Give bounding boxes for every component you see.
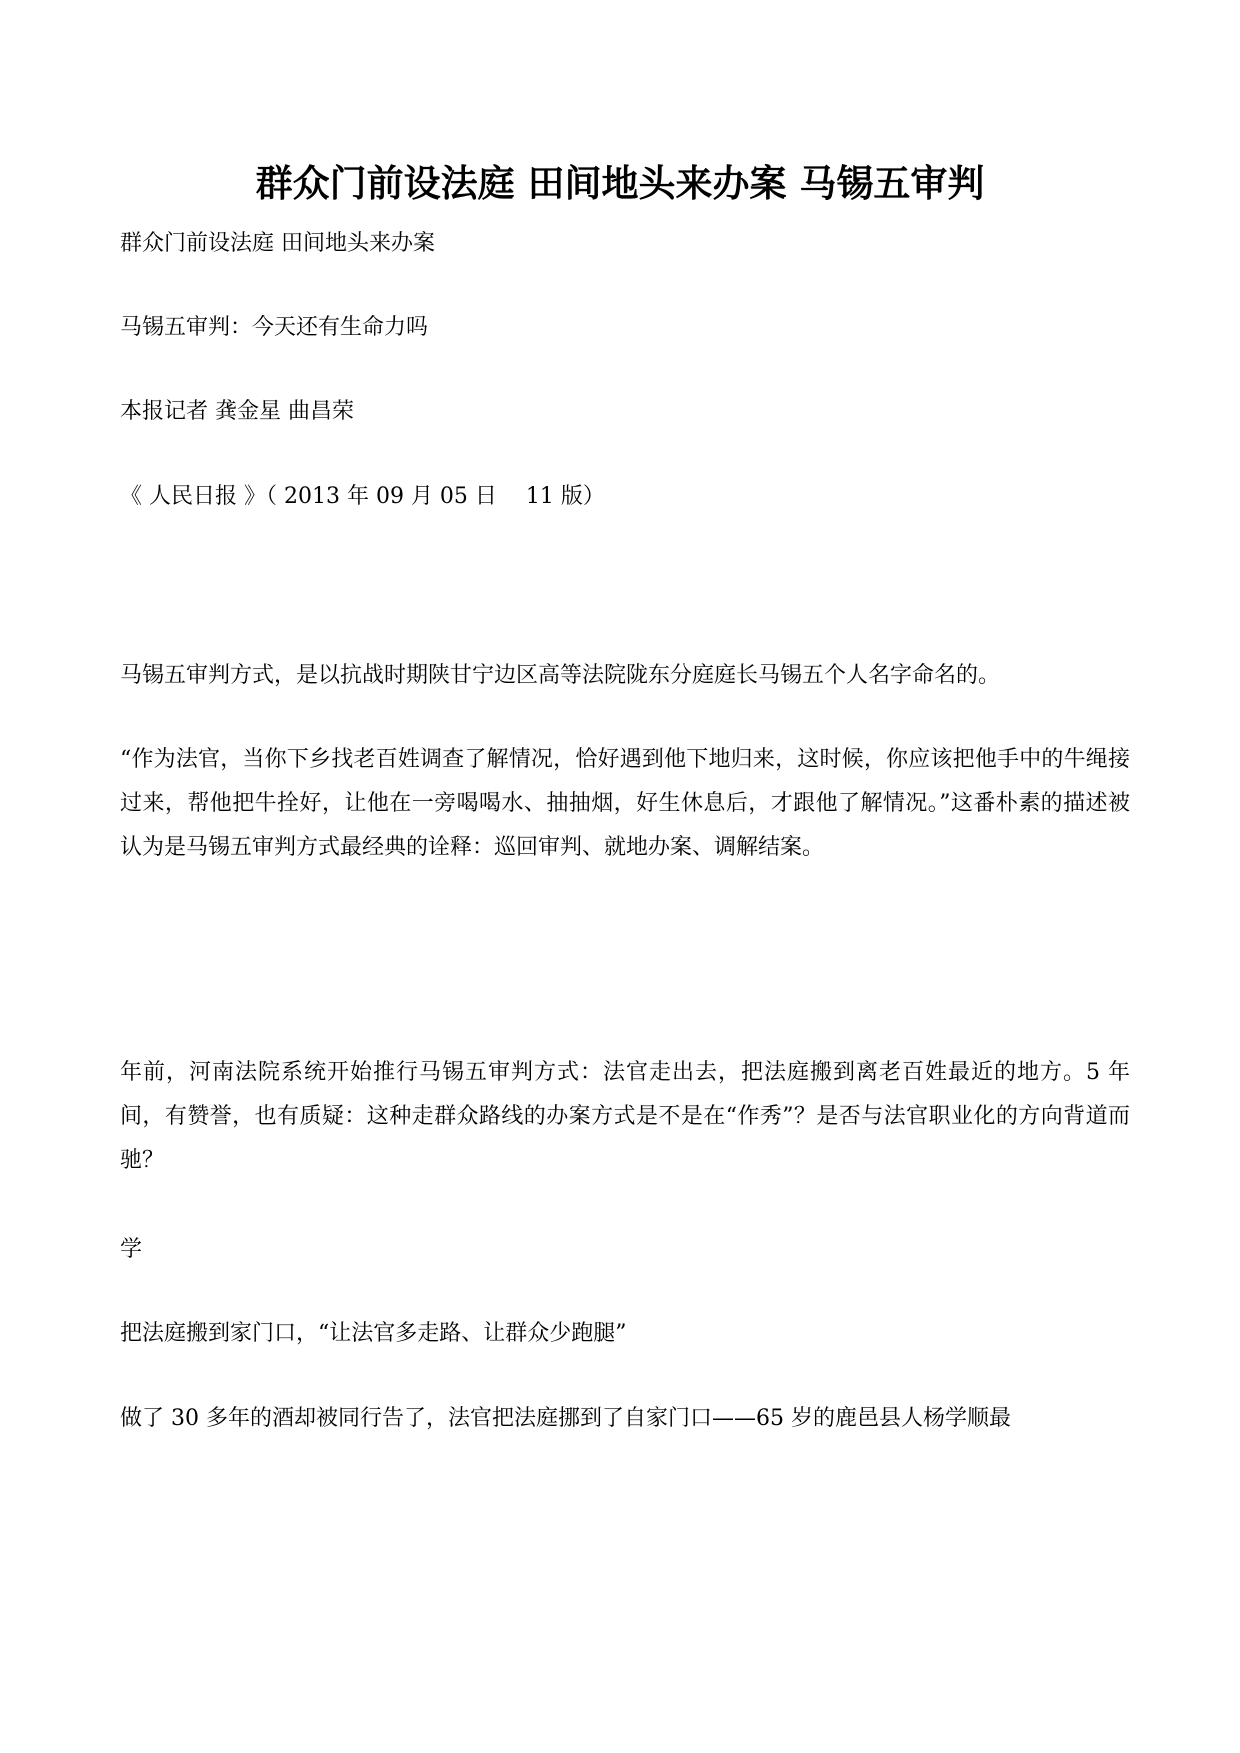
paragraph-5: 做了 30 多年的酒却被同行告了，法官把法庭挪到了自家门口——65 岁的鹿邑县人杨学顺最: [120, 1406, 1011, 1431]
paragraph-3: 年前，河南法院系统开始推行马锡五审判方式：法官走出去，把法庭搬到离老百姓最近的地方。5 年间，有赞誉，也有质疑：这种走群众路线的办案方式是不是在“作秀”？是否与法官职业化的方向背道而驰？: [120, 1060, 1130, 1173]
paragraph-4: 学: [120, 1237, 143, 1262]
source-line: 《 人民日报 》（ 2013 年 09 月 05 日 11 版）: [120, 484, 605, 509]
paragraph-1: 马锡五审判方式，是以抗战时期陕甘宁边区高等法院陇东分庭庭长马锡五个人名字命名的。: [120, 663, 1001, 688]
headline-line: 马锡五审判：今天还有生命力吗: [120, 315, 429, 340]
byline: 本报记者 龚金星 曲昌荣: [120, 399, 354, 424]
document-title: 群众门前设法庭 田间地头来办案 马锡五审判: [255, 161, 985, 205]
subtitle-line: 群众门前设法庭 田间地头来办案: [120, 231, 435, 256]
paragraph-2: “作为法官，当你下乡找老百姓调查了解情况，恰好遇到他下地归来，这时候，你应该把他手中的牛绳接过来，帮他把牛拴好，让他在一旁喝喝水、抽抽烟，好生休息后，才跟他了解情况。”这番朴素的描述被认为是马锡五审判方式最经典的诠释：巡回审判、就地办案、调解结案。: [120, 747, 1130, 860]
section-heading: 把法庭搬到家门口，“让法官多走路、让群众少跑腿”: [120, 1321, 627, 1346]
